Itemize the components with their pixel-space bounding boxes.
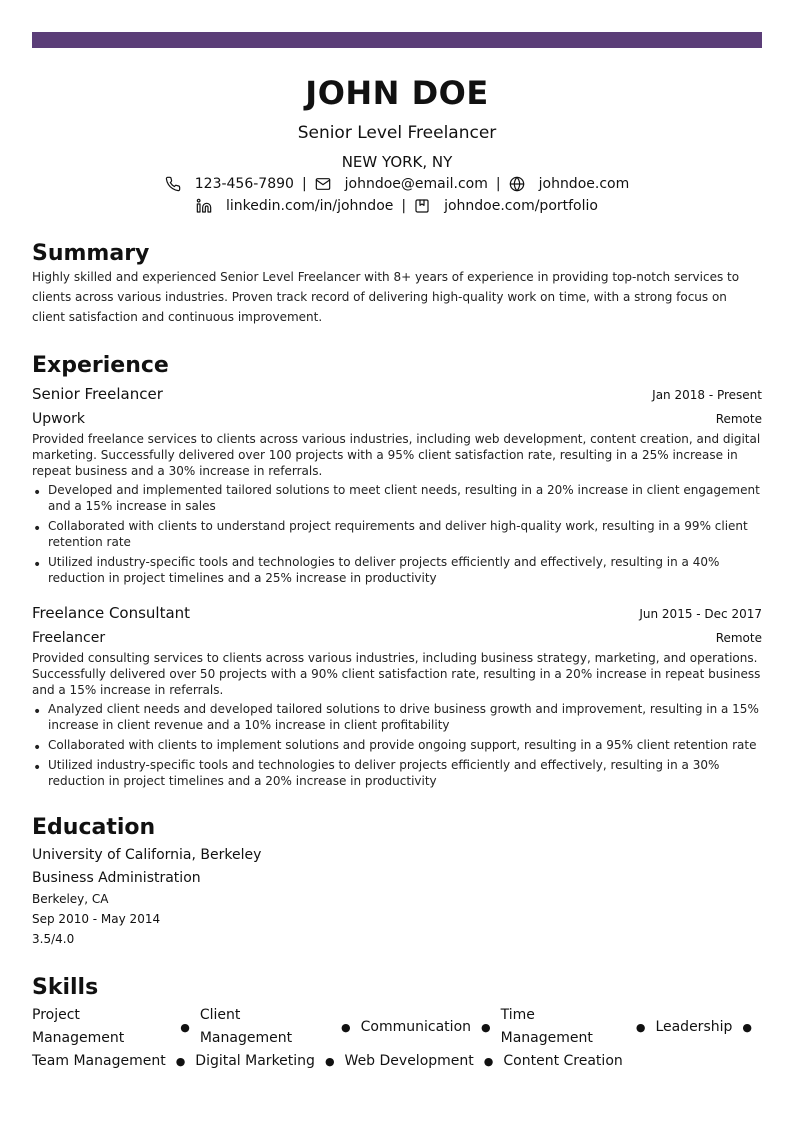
website-text: johndoe.com [538, 176, 630, 192]
contact-row-2 [32, 197, 762, 215]
skill-item: Digital Marketing [195, 1053, 315, 1069]
portfolio-icon [414, 198, 432, 214]
candidate-location: NEW YORK, NY [341, 153, 453, 171]
separator: | [495, 176, 501, 192]
job-role: Senior Freelancer [32, 385, 163, 403]
skill-item: Project Management [32, 1007, 125, 1046]
skills-heading: Skills [32, 975, 99, 1000]
education-heading: Education [32, 815, 156, 840]
summary-text: Highly skilled and experienced Senior Level Freelancer with 8+ years of experience in providing top-notch services to clients across various industries. Proven track record of delivering high-quality work on time, with a strong focus on client satisfaction and continuous improvement. [32, 270, 740, 324]
phone-text: 123-456-7890 [194, 176, 294, 192]
skills-section [32, 975, 762, 1073]
list-item: • Analyzed client needs and developed tailored solutions to drive business growth and improvement, resulting in a 15% increase in client revenue and a 10% increase in client profitability [33, 702, 759, 732]
education-school: University of California, Berkeley [32, 847, 262, 863]
job-dates: Jan 2018 - Present [652, 388, 762, 402]
job-org: Freelancer [32, 630, 106, 646]
phone-contact[interactable] [165, 175, 294, 193]
experience-heading: Experience [32, 353, 169, 378]
education-dates: Sep 2010 - May 2014 [32, 912, 161, 926]
summary-section [32, 241, 762, 327]
education-location: Berkeley, CA [32, 892, 109, 906]
job-org: Upwork [32, 411, 86, 427]
email-contact[interactable] [315, 175, 488, 193]
linkedin-text: linkedin.com/in/johndoe [226, 198, 394, 214]
job-description: Provided consulting services to clients across various industries, including business strategy, marketing, and operations. Successfully delivered over 50 projects with a 90% client satisfaction rate, resulting in a 20% increase in repeat business and a 15% increase in referrals. [32, 651, 761, 697]
experience-section [32, 353, 762, 789]
skill-item: Team Management [32, 1053, 166, 1069]
list-item: • Developed and implemented tailored solutions to meet client needs, resulting in a 20% increase in client engagement and a 15% increase in sales [33, 483, 760, 513]
email-text: johndoe@email.com [344, 176, 488, 192]
accent-bar [32, 32, 762, 48]
skill-item: Content Creation [503, 1053, 623, 1069]
candidate-title: Senior Level Freelancer [297, 123, 497, 143]
separator: | [301, 176, 307, 192]
globe-icon [509, 176, 527, 192]
job-bullets [32, 482, 762, 586]
mail-icon [315, 176, 333, 192]
skills-list [32, 1004, 762, 1073]
list-item: • Collaborated with clients to implement solutions and provide ongoing support, resulting in a 95% client retention rate [33, 738, 757, 756]
contact-row-1 [32, 175, 762, 193]
list-item: • Utilized industry-specific tools and technologies to deliver projects efficiently and effectively, resulting in a 40% reduction in project timelines and a 25% increase in productivity [33, 555, 720, 585]
list-item: • Collaborated with clients to understand project requirements and deliver high-quality work, resulting in a 99% client retention rate [33, 519, 748, 549]
skill-item: Time Management [500, 1007, 593, 1046]
job-role: Freelance Consultant [32, 604, 191, 622]
skills-line-2: Team Management ● Digital Marketing ● Web Development ● Content Creation [32, 1050, 762, 1073]
linkedin-icon [196, 198, 214, 214]
education-degree: Business Administration [32, 870, 201, 886]
job-dates: Jun 2015 - Dec 2017 [639, 607, 762, 621]
portfolio-contact[interactable] [414, 197, 598, 215]
education-section [32, 815, 762, 949]
list-item: • Utilized industry-specific tools and technologies to deliver projects efficiently and effectively, resulting in a 30% reduction in project timelines and a 20% increase in productivity [33, 758, 720, 788]
candidate-name: JOHN DOE [305, 74, 489, 112]
job-description: Provided freelance services to clients across various industries, including web development, content creation, and digital marketing. Successfully delivered over 100 projects with a 95% client satisfaction rate, resulting in a 25% increase in repeat business and a 30% increase in referrals. [32, 432, 761, 478]
job-bullets [32, 701, 762, 789]
skills-line-1: Project Management ● Client Management ● Communication ● Time Management ● Leadership ● [32, 1004, 762, 1050]
summary-heading: Summary [32, 241, 150, 266]
portfolio-text: johndoe.com/portfolio [444, 198, 598, 214]
skill-item: Leadership [655, 1018, 733, 1035]
linkedin-contact[interactable] [196, 197, 393, 215]
skill-item: Web Development [344, 1053, 474, 1069]
separator: | [401, 198, 407, 214]
resume-header [32, 76, 762, 215]
phone-icon [165, 176, 183, 192]
skill-item: Client Management [199, 1007, 293, 1046]
experience-entry [32, 383, 762, 586]
experience-entry [32, 602, 762, 789]
website-contact[interactable] [509, 175, 630, 193]
skill-item: Communication [360, 1018, 472, 1035]
education-gpa: 3.5/4.0 [32, 932, 75, 946]
job-location: Remote [715, 412, 762, 426]
job-location: Remote [715, 631, 762, 645]
resume-page [32, 48, 762, 1073]
